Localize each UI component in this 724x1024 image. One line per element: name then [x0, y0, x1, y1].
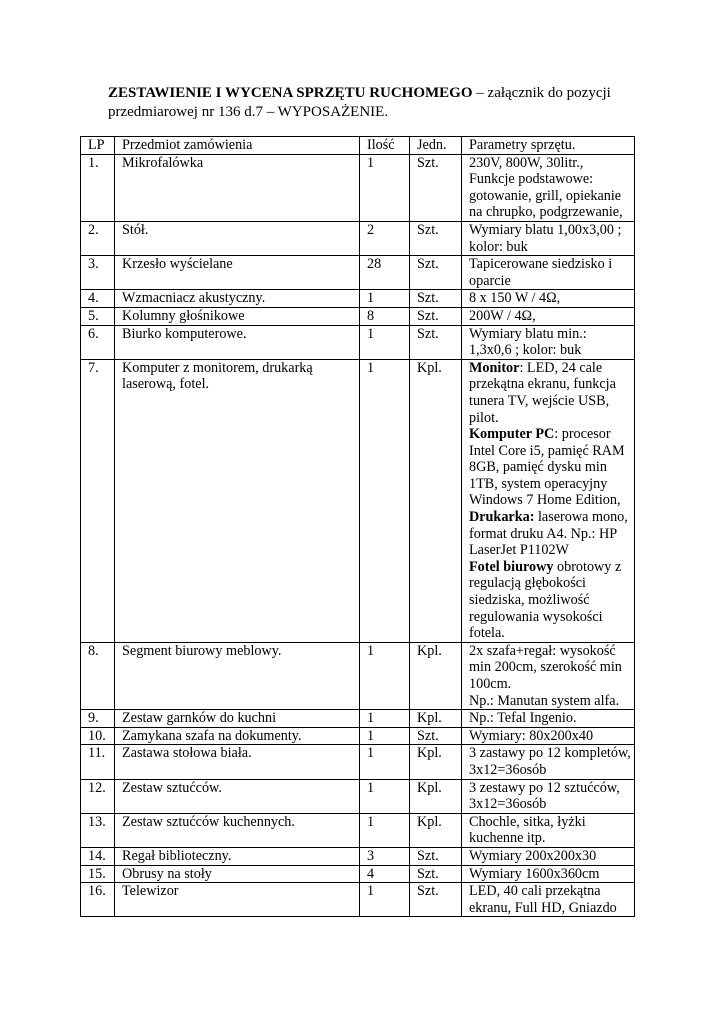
- param-text: LED, 40 cali przekątna ekranu, Full HD, Gniazdo: [469, 883, 617, 916]
- cell-unit: Szt.: [410, 256, 462, 290]
- param-text: Chochle, sitka, łyżki kuchenne itp.: [469, 813, 586, 847]
- equipment-table: [80, 136, 635, 917]
- param-line: [469, 710, 631, 727]
- header-item: Przedmiot zamówienia: [115, 137, 360, 155]
- param-text: Wymiary blatu 1,00x3,00 ; kolor: buk: [469, 221, 622, 255]
- cell-item: Mikrofalówka: [115, 154, 360, 221]
- cell-lp: 8.: [81, 642, 115, 709]
- cell-lp: 1.: [81, 154, 115, 221]
- param-line: [469, 326, 631, 359]
- cell-item: Telewizor: [115, 883, 360, 917]
- heading-bold: ZESTAWIENIE I WYCENA SPRZĘTU RUCHOMEGO: [108, 85, 473, 101]
- cell-qty: 1: [360, 710, 410, 728]
- cell-unit: Szt.: [410, 865, 462, 883]
- cell-lp: 14.: [81, 847, 115, 865]
- cell-params: [462, 256, 635, 290]
- cell-params: [462, 359, 635, 642]
- cell-qty: 1: [360, 779, 410, 813]
- param-text: Wymiary blatu min.: 1,3x0,6 ; kolor: buk: [469, 325, 587, 359]
- cell-unit: Kpl.: [410, 779, 462, 813]
- cell-item: Zestaw garnków do kuchni: [115, 710, 360, 728]
- cell-item: Biurko komputerowe.: [115, 325, 360, 359]
- param-text: : procesor Intel Core i5, pamięć RAM 8GB, pamięć dysku min 1TB, system operacyjny Windows 7 Home Edition,: [469, 426, 625, 509]
- cell-item: Zestaw sztućców kuchennych.: [115, 813, 360, 847]
- cell-qty: 1: [360, 727, 410, 745]
- table-row: [81, 847, 635, 865]
- cell-unit: Szt.: [410, 307, 462, 325]
- param-text: : LED, 24 cale przekątna ekranu, funkcja tunera TV, wejście USB, pilot.: [469, 359, 616, 426]
- param-line: [469, 883, 631, 916]
- cell-params: [462, 154, 635, 221]
- cell-lp: 13.: [81, 813, 115, 847]
- table-row: [81, 290, 635, 308]
- cell-lp: 16.: [81, 883, 115, 917]
- header-unit: Jedn.: [410, 137, 462, 155]
- param-line: [469, 360, 631, 426]
- cell-item: Segment biurowy meblowy.: [115, 642, 360, 709]
- param-label: Drukarka:: [469, 509, 535, 526]
- table-row: [81, 154, 635, 221]
- param-text: Tapicerowane siedzisko i oparcie: [469, 256, 613, 289]
- param-text: Wymiary: 80x200x40: [469, 727, 594, 744]
- cell-qty: 8: [360, 307, 410, 325]
- cell-item: Obrusy na stoły: [115, 865, 360, 883]
- cell-item: Kolumny głośnikowe: [115, 307, 360, 325]
- cell-lp: 6.: [81, 325, 115, 359]
- cell-lp: 15.: [81, 865, 115, 883]
- cell-params: [462, 847, 635, 865]
- table-row: [81, 221, 635, 255]
- cell-params: [462, 865, 635, 883]
- table-row: [81, 779, 635, 813]
- cell-lp: 7.: [81, 359, 115, 642]
- cell-unit: Szt.: [410, 221, 462, 255]
- param-line: [469, 643, 631, 693]
- table-row: [81, 727, 635, 745]
- param-line: [469, 256, 631, 289]
- param-line: [469, 308, 631, 325]
- cell-params: [462, 710, 635, 728]
- param-line: [469, 848, 631, 865]
- param-label: Komputer PC: [469, 426, 555, 443]
- cell-unit: Szt.: [410, 883, 462, 917]
- cell-unit: Kpl.: [410, 359, 462, 642]
- cell-params: [462, 307, 635, 325]
- param-line: [469, 155, 631, 221]
- cell-params: [462, 290, 635, 308]
- cell-params: [462, 325, 635, 359]
- cell-unit: Kpl.: [410, 813, 462, 847]
- cell-item: Krzesło wyścielane: [115, 256, 360, 290]
- table-row: [81, 642, 635, 709]
- cell-item: Regał biblioteczny.: [115, 847, 360, 865]
- cell-unit: Kpl.: [410, 642, 462, 709]
- cell-lp: 4.: [81, 290, 115, 308]
- param-text: 3 zestawy po 12 sztućców, 3x12=36osób: [469, 779, 620, 813]
- param-text: 8 x 150 W / 4Ω,: [469, 290, 561, 307]
- table-row: [81, 359, 635, 642]
- cell-item: Komputer z monitorem, drukarką laserową, fotel.: [115, 359, 360, 642]
- cell-unit: Kpl.: [410, 710, 462, 728]
- cell-params: [462, 779, 635, 813]
- param-line: [469, 728, 631, 745]
- cell-lp: 5.: [81, 307, 115, 325]
- param-text: laserowa mono, format druku A4. Np.: HP LaserJet P1102W: [469, 509, 628, 559]
- table-row: [81, 883, 635, 917]
- table-row: [81, 813, 635, 847]
- cell-item: Zestaw sztućców.: [115, 779, 360, 813]
- cell-qty: 1: [360, 325, 410, 359]
- table-row: [81, 865, 635, 883]
- param-line: [469, 745, 631, 778]
- cell-qty: 28: [360, 256, 410, 290]
- cell-params: [462, 813, 635, 847]
- cell-qty: 1: [360, 642, 410, 709]
- cell-lp: 2.: [81, 221, 115, 255]
- header-qty: Ilość: [360, 137, 410, 155]
- param-text: 230V, 800W, 30litr., Funkcje podstawowe: gotowanie, grill, opiekanie na chrupko, podgrzewanie,: [469, 154, 623, 221]
- param-text: 3 zastawy po 12 kompletów, 3x12=36osób: [469, 745, 631, 778]
- table-row: [81, 710, 635, 728]
- param-line: [469, 559, 631, 642]
- param-text: Wymiary 1600x360cm: [469, 865, 600, 882]
- param-line: [469, 222, 631, 255]
- cell-qty: 1: [360, 290, 410, 308]
- cell-qty: 1: [360, 359, 410, 642]
- param-label: Fotel biurowy: [469, 558, 554, 575]
- table-row: [81, 745, 635, 779]
- cell-qty: 4: [360, 865, 410, 883]
- cell-qty: 1: [360, 154, 410, 221]
- cell-qty: 1: [360, 745, 410, 779]
- cell-unit: Szt.: [410, 290, 462, 308]
- cell-unit: Szt.: [410, 325, 462, 359]
- document-heading: [108, 84, 628, 122]
- cell-params: [462, 642, 635, 709]
- cell-unit: Szt.: [410, 154, 462, 221]
- cell-unit: Kpl.: [410, 745, 462, 779]
- cell-item: Zastawa stołowa biała.: [115, 745, 360, 779]
- table-row: [81, 256, 635, 290]
- cell-qty: 1: [360, 883, 410, 917]
- cell-lp: 9.: [81, 710, 115, 728]
- param-text: 200W / 4Ω,: [469, 307, 536, 324]
- param-text: Np.: Tefal Ingenio.: [469, 710, 577, 727]
- param-line: [469, 866, 631, 883]
- cell-qty: 3: [360, 847, 410, 865]
- table-row: [81, 307, 635, 325]
- param-text: obrotowy z regulacją głębokości siedziska, możliwość regulowania wysokości fotela.: [469, 558, 622, 642]
- param-line: [469, 693, 631, 710]
- cell-params: [462, 745, 635, 779]
- cell-lp: 10.: [81, 727, 115, 745]
- cell-params: [462, 883, 635, 917]
- cell-params: [462, 221, 635, 255]
- param-text: Np.: Manutan system alfa.: [469, 692, 620, 709]
- header-params: Parametry sprzętu.: [462, 137, 635, 155]
- param-label: Monitor: [469, 359, 520, 376]
- cell-params: [462, 727, 635, 745]
- cell-lp: 11.: [81, 745, 115, 779]
- param-text: 2x szafa+regał: wysokość min 200cm, szerokość min 100cm.: [469, 642, 622, 692]
- param-line: [469, 780, 631, 813]
- header-row: [81, 137, 635, 155]
- header-lp: LP: [81, 137, 115, 155]
- table-row: [81, 325, 635, 359]
- cell-item: Stół.: [115, 221, 360, 255]
- param-text: Wymiary 200x200x30: [469, 847, 597, 864]
- cell-lp: 12.: [81, 779, 115, 813]
- cell-unit: Szt.: [410, 727, 462, 745]
- cell-unit: Szt.: [410, 847, 462, 865]
- param-line: [469, 426, 631, 509]
- cell-item: Zamykana szafa na dokumenty.: [115, 727, 360, 745]
- param-line: [469, 814, 631, 847]
- cell-qty: 1: [360, 813, 410, 847]
- param-line: [469, 290, 631, 307]
- cell-lp: 3.: [81, 256, 115, 290]
- param-line: [469, 509, 631, 559]
- heading-rest: – załącznik do pozycji przedmiarowej nr 136 d.7 – WYPOSAŻENIE.: [108, 85, 611, 120]
- cell-qty: 2: [360, 221, 410, 255]
- cell-item: Wzmacniacz akustyczny.: [115, 290, 360, 308]
